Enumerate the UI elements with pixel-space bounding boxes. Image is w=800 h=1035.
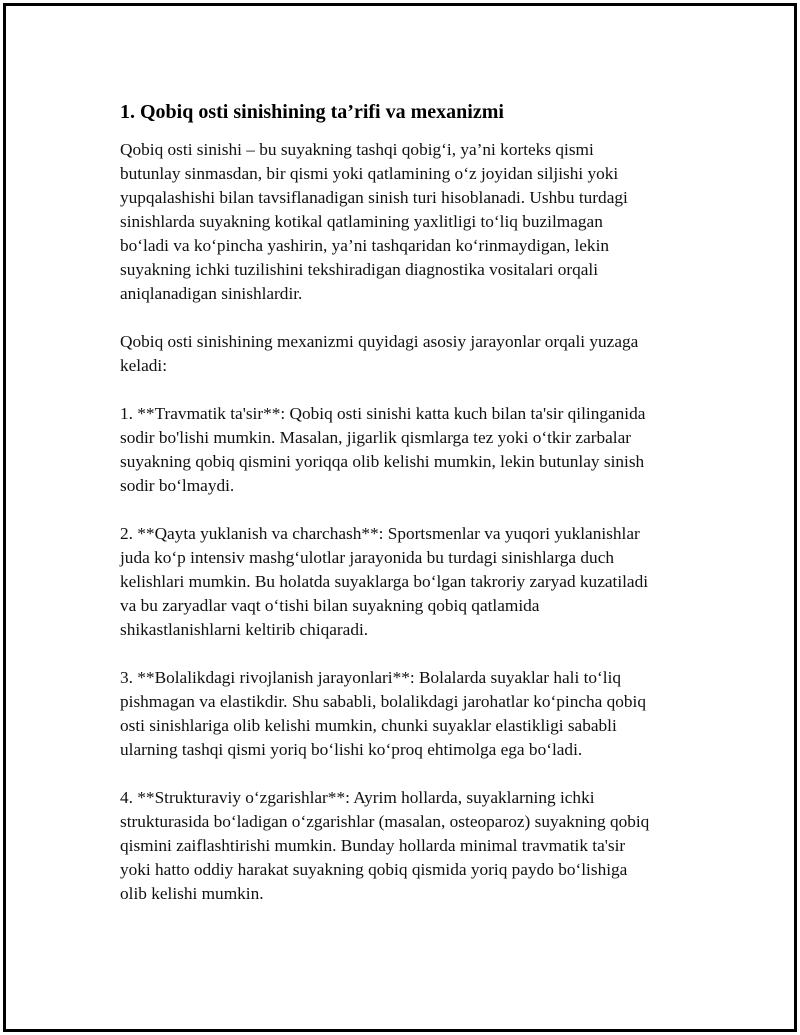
page-frame bbox=[3, 3, 797, 1032]
list-item-childhood: 3. **Bolalikdagi rivojlanish jarayonlari**: Bolalarda suyaklar hali to‘liq pishmagan va elastikdir. Shu sababli, bolalikdagi jarohatlar ko‘pincha qobiq osti sinishlariga olib kelishi mumkin, chunki suyaklar elastikligi sababli ularning tashqi qismi yoriq bo‘lishi ko‘proq ehtimolga ega bo‘ladi. bbox=[120, 668, 646, 759]
document-body bbox=[120, 98, 700, 930]
list-item-overload: 2. **Qayta yuklanish va charchash**: Sportsmenlar va yuqori yuklanishlar juda ko‘p intensiv mashg‘ulotlar jarayonida bu turdagi sinishlarga duch kelishlari mumkin. Bu holatda suyaklarga bo‘lgan takroriy zaryad kuzatiladi va bu zaryadlar vaqt o‘tishi bilan suyakning qobiq qatlamida shikastlanishlarni keltirib chiqaradi. bbox=[120, 524, 649, 639]
list-item-structural: 4. **Strukturaviy o‘zgarishlar**: Ayrim hollarda, suyaklarning ichki strukturasida bo‘ladigan o‘zgarishlar (masalan, osteoparoz) suyakning qobiq qismini zaiflashtirishi mumkin. Bunday hollarda minimal travmatik ta'sir yoki hatto oddiy harakat suyakning qobiq qismida yoriq paydo bo‘lishiga olib kelishi mumkin. bbox=[120, 788, 650, 903]
document-title: 1. Qobiq osti sinishining ta’rifi va mexanizmi bbox=[120, 101, 504, 123]
definition-paragraph: Qobiq osti sinishi – bu suyakning tashqi qobig‘i, ya’ni korteks qismi butunlay sinmasdan, bir qismi yoki qatlamining o‘z joyidan siljishi yoki yupqalashishi bilan tavsiflanadigan sinish turi hisoblanadi. Ushbu turdagi sinishlarda suyakning kotikal qatlamining yaxlitligi to‘liq buzilmagan bo‘ladi va ko‘pincha yashirin, ya’ni tashqaridan ko‘rinmaydigan, lekin suyakning ichki tuzilishini tekshiradigan diagnostika vositalari orqali aniqlanadigan sinishlardir. bbox=[120, 140, 628, 303]
list-item-traumatic: 1. **Travmatik ta'sir**: Qobiq osti sinishi katta kuch bilan ta'sir qilinganida sodir bo'lishi mumkin. Masalan, jigarlik qismlarga tez yoki o‘tkir zarbalar suyakning qobiq qismini yoriqqa olib kelishi mumkin, lekin butunlay sinish sodir bo‘lmaydi. bbox=[120, 404, 646, 495]
mechanism-intro-paragraph: Qobiq osti sinishining mexanizmi quyidagi asosiy jarayonlar orqali yuzaga keladi: bbox=[120, 332, 639, 375]
